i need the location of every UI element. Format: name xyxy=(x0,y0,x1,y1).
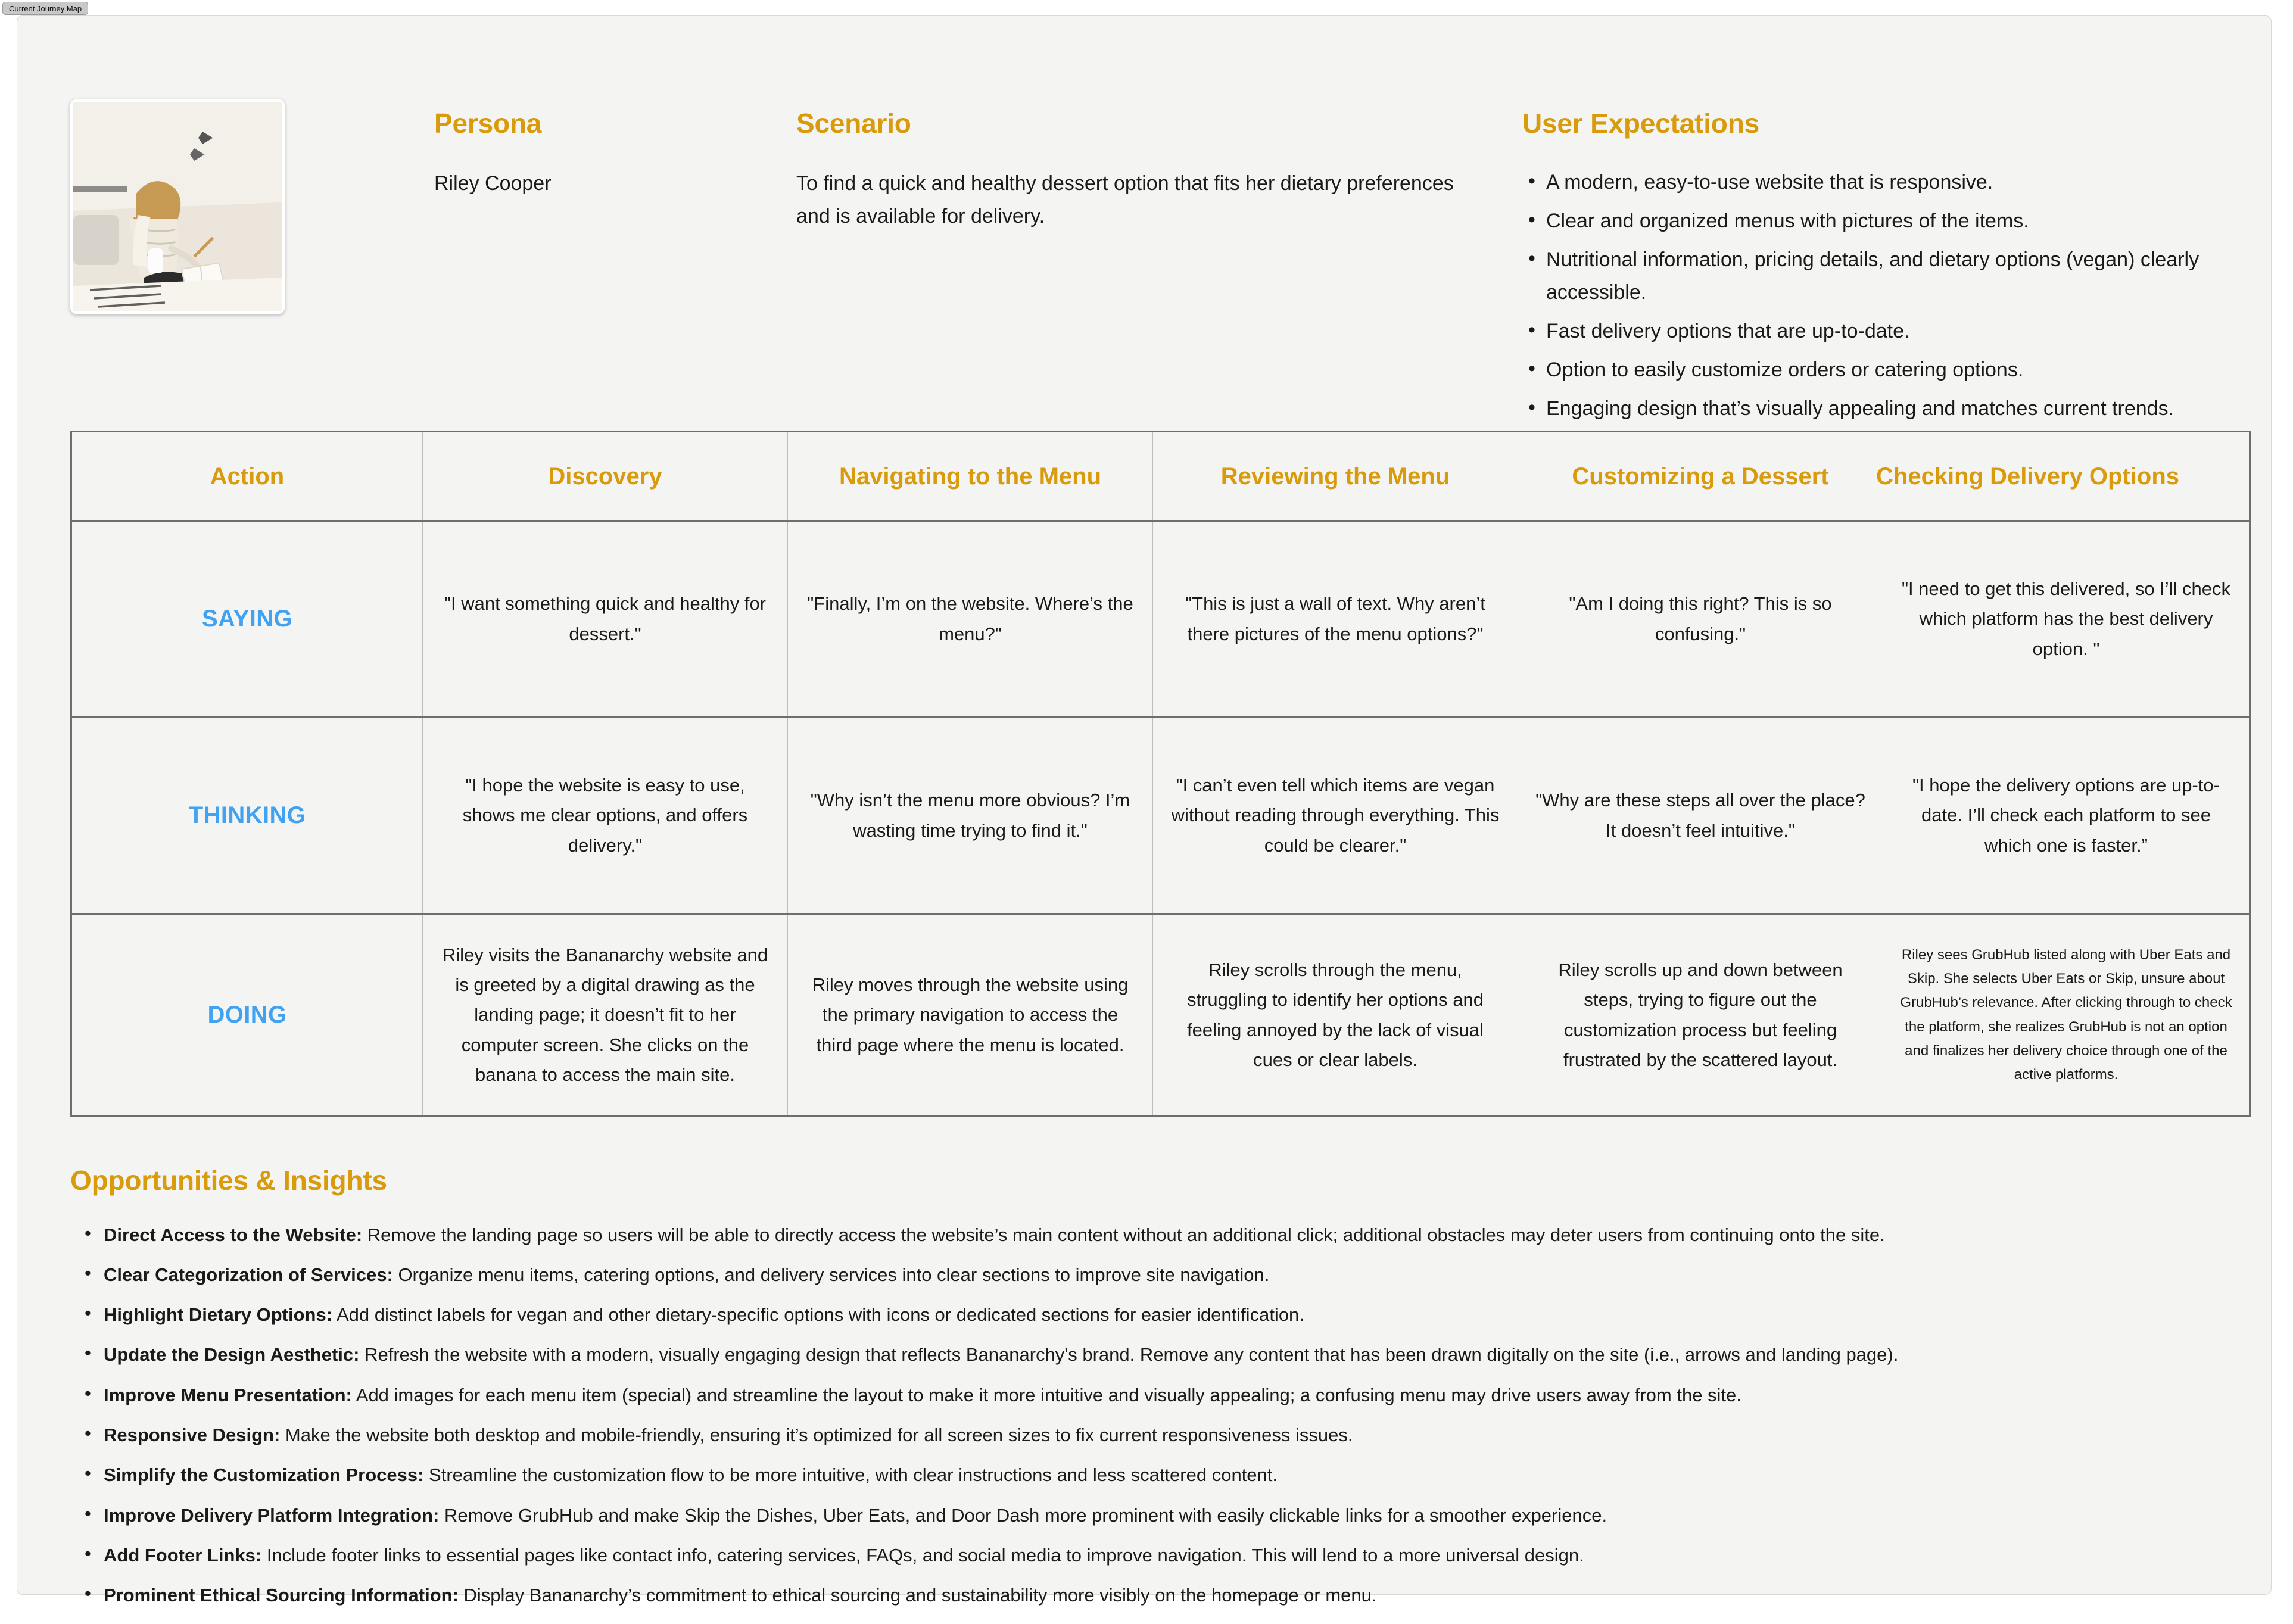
user-expectations-heading: User Expectations xyxy=(1522,108,1759,139)
opportunity-body: Make the website both desktop and mobile-friendly, ensuring it’s optimized for all screen sizes to fix current responsiveness issues. xyxy=(280,1424,1353,1446)
list-item xyxy=(70,1463,2274,1487)
list-item: • Nutritional information, pricing details, and dietary options (vegan) clearly accessible. xyxy=(1522,244,2255,309)
opportunity-body: Add distinct labels for vegan and other dietary-specific options with icons or dedicated sections for easier identification. xyxy=(332,1304,1304,1326)
table-header-cell-navigating xyxy=(788,432,1153,521)
cell-text: "I hope the delivery options are up-to-date. I’ll check each platform to see which one is faster.” xyxy=(1912,775,2220,856)
table-cell xyxy=(1883,521,2250,718)
persona-photo-image xyxy=(73,102,282,311)
opportunity-body: Display Bananarchy’s commitment to ethical sourcing and sustainability more visibly on the homepage or menu. xyxy=(458,1585,1377,1606)
cell-text: "I hope the website is easy to use, shows me clear options, and offers delivery." xyxy=(462,775,748,856)
table-cell xyxy=(1883,914,2250,1117)
stage-label: Navigating to the Menu xyxy=(839,463,1101,490)
opportunity-title: Add Footer Links: xyxy=(104,1544,262,1566)
opportunity-title: Simplify the Customization Process: xyxy=(104,1464,424,1486)
table-cell xyxy=(1153,914,1518,1117)
list-item xyxy=(70,1263,2274,1287)
table-cell xyxy=(788,521,1153,718)
opportunity-title: Responsive Design: xyxy=(104,1424,281,1446)
table-header-cell-reviewing xyxy=(1153,432,1518,521)
persona-photo xyxy=(70,99,285,314)
table-row-thinking xyxy=(71,718,2250,914)
table-header-row xyxy=(71,432,2250,521)
list-item xyxy=(70,1343,2274,1367)
cell-text: "I can’t even tell which items are vegan without reading through everything. This could be clearer." xyxy=(1171,775,1500,856)
row-label-saying: SAYING xyxy=(201,606,293,632)
journey-map-artboard xyxy=(17,15,2272,1606)
table-cell xyxy=(423,521,788,718)
row-label-cell xyxy=(71,521,423,718)
opportunities-block xyxy=(70,1165,2274,1624)
journey-map-table xyxy=(70,431,2251,1117)
opportunity-body: Organize menu items, catering options, and delivery services into clear sections to improve site navigation. xyxy=(392,1264,1270,1285)
table-header-cell-customizing xyxy=(1518,432,1883,521)
table-cell xyxy=(1518,718,1883,914)
cell-text: Riley scrolls up and down between steps, trying to figure out the customization process but feeling frustrated by the scattered layout. xyxy=(1558,959,1843,1070)
cell-text: "Finally, I’m on the website. Where’s the menu?" xyxy=(807,593,1133,644)
table-cell xyxy=(423,718,788,914)
table-header-cell-discovery xyxy=(423,432,788,521)
table-cell xyxy=(1883,718,2250,914)
cell-text: Riley scrolls through the menu, struggling to identify her options and feeling annoyed by the lack of visual cues or clear labels. xyxy=(1186,959,1484,1070)
cell-text: Riley visits the Bananarchy website and is greeted by a digital drawing as the landing page; it doesn’t fit to her computer screen. She clicks on the banana to access the main site. xyxy=(442,944,768,1085)
opportunity-body: Include footer links to essential pages like contact info, catering services, FAQs, and social media to improve navigation. This will lend to a more universal design. xyxy=(261,1544,1584,1566)
cell-text: "I want something quick and healthy for dessert." xyxy=(444,593,767,644)
persona-name: Riley Cooper xyxy=(434,172,552,195)
user-expectations-block xyxy=(1522,108,2255,431)
cell-text: "This is just a wall of text. Why aren’t there pictures of the menu options?" xyxy=(1185,593,1485,644)
table-cell xyxy=(1518,521,1883,718)
table-cell xyxy=(1153,521,1518,718)
stage-label: Checking Delivery Options xyxy=(1876,463,2180,490)
opportunity-title: Clear Categorization of Services: xyxy=(104,1264,393,1285)
scenario-heading: Scenario xyxy=(796,108,911,139)
table-cell xyxy=(423,914,788,1117)
row-label-doing: DOING xyxy=(207,1002,287,1028)
opportunity-title: Improve Delivery Platform Integration: xyxy=(104,1504,440,1526)
stage-label: Customizing a Dessert xyxy=(1572,463,1829,490)
list-item: • Clear and organized menus with pictures of the items. xyxy=(1522,205,2255,238)
cell-text: "Why isn’t the menu more obvious? I’m wasting time trying to find it." xyxy=(810,790,1130,841)
opportunity-title: Highlight Dietary Options: xyxy=(104,1304,333,1326)
table-cell xyxy=(1518,914,1883,1117)
table-header-cell-delivery xyxy=(1876,432,2250,521)
stage-label: Action xyxy=(210,463,285,490)
cell-text: "I need to get this delivered, so I’ll check which platform has the best delivery option. " xyxy=(1901,578,2231,659)
journey-map-header xyxy=(17,16,2271,420)
opportunity-title: Update the Design Aesthetic: xyxy=(104,1344,360,1366)
list-item: • Option to easily customize orders or catering options. xyxy=(1522,354,2255,386)
user-expectations-list xyxy=(1522,166,2255,426)
cell-text: Riley sees GrubHub listed along with Uber Eats and Skip. She selects Uber Eats or Skip, unsure about GrubHub’s relevance. After clicking through to check the platform, she realizes GrubHub is not an option and finalizes her delivery choice through one of the active platforms. xyxy=(1900,946,2232,1083)
row-label-thinking: THINKING xyxy=(188,802,306,828)
opportunity-body: Add images for each menu item (special) and streamline the layout to make it more intuitive and visually appealing; a confusing menu may drive users away from the site. xyxy=(351,1384,1741,1405)
opportunity-body: Streamline the customization flow to be more intuitive, with clear instructions and less scattered content. xyxy=(423,1464,1278,1486)
persona-block xyxy=(434,108,768,200)
stage-label: Discovery xyxy=(548,463,662,490)
row-label-cell xyxy=(71,718,423,914)
list-item: • Fast delivery options that are up-to-date. xyxy=(1522,315,2255,348)
opportunities-heading: Opportunities & Insights xyxy=(70,1165,387,1196)
table-cell xyxy=(1153,718,1518,914)
scenario-block xyxy=(796,108,1463,233)
table-cell xyxy=(788,718,1153,914)
scenario-text: To find a quick and healthy dessert option that fits her dietary preferences and is available for delivery. xyxy=(796,172,1454,227)
table-header-cell-action xyxy=(71,432,423,521)
list-item xyxy=(70,1303,2274,1327)
list-item xyxy=(70,1544,2274,1567)
table-row-saying xyxy=(71,521,2250,718)
list-item xyxy=(70,1423,2274,1447)
list-item xyxy=(70,1584,2274,1607)
stage-label: Reviewing the Menu xyxy=(1220,463,1450,490)
list-item xyxy=(70,1504,2274,1528)
table-cell xyxy=(788,914,1153,1117)
document-tab-label: Current Journey Map xyxy=(9,4,82,13)
opportunity-body: Remove the landing page so users will be able to directly access the website’s main content without an additional click; additional obstacles may deter users from continuing onto the site. xyxy=(362,1224,1885,1245)
opportunity-title: Prominent Ethical Sourcing Information: xyxy=(104,1585,459,1606)
document-tab[interactable] xyxy=(2,2,88,15)
opportunity-body: Remove GrubHub and make Skip the Dishes, Uber Eats, and Door Dash more prominent with easily clickable links for a smoother experience. xyxy=(439,1504,1607,1526)
opportunity-title: Improve Menu Presentation: xyxy=(104,1384,352,1405)
persona-heading: Persona xyxy=(434,108,542,139)
list-item xyxy=(70,1383,2274,1407)
opportunities-list xyxy=(70,1223,2274,1608)
row-label-cell xyxy=(71,914,423,1117)
list-item xyxy=(70,1223,2274,1247)
opportunity-body: Refresh the website with a modern, visually engaging design that reflects Bananarchy's brand. Remove any content that has been drawn digitally on the site (i.e., arrows and landing page). xyxy=(359,1344,1899,1366)
list-item: • Engaging design that’s visually appealing and matches current trends. xyxy=(1522,392,2255,425)
table-row-doing xyxy=(71,914,2250,1117)
cell-text: "Am I doing this right? This is so confusing." xyxy=(1569,593,1832,644)
cell-text: "Why are these steps all over the place? It doesn’t feel intuitive." xyxy=(1535,790,1865,841)
opportunity-title: Direct Access to the Website: xyxy=(104,1224,363,1245)
list-item: • A modern, easy-to-use website that is responsive. xyxy=(1522,166,2255,199)
cell-text: Riley moves through the website using the primary navigation to access the third page where the menu is located. xyxy=(812,974,1129,1055)
